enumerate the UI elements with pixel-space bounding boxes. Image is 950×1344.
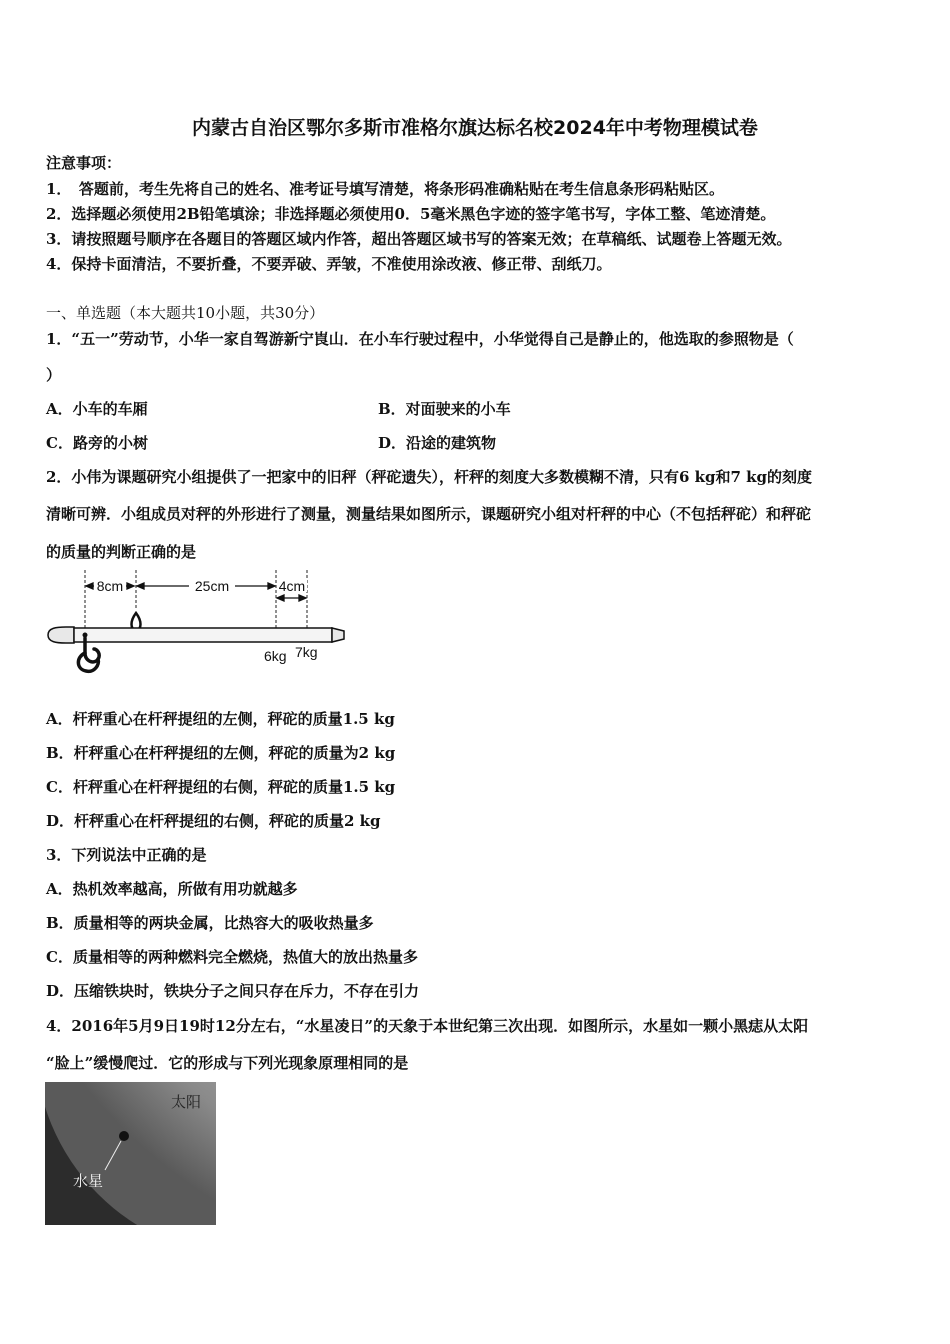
dim-label-8cm: 8cm	[96, 578, 124, 594]
q2-option-d: D．杆秤重心在杆秤提纽的右侧，秤砣的质量2 kg	[46, 812, 381, 830]
q3-option-d: D．压缩铁块时，铁块分子之间只存在斥力，不存在引力	[46, 982, 420, 1000]
mercury-transit-photo	[45, 1082, 216, 1225]
sun-label: 太阳	[171, 1094, 202, 1111]
q3-option-b: B．质量相等的两块金属，比热容大的吸收热量多	[46, 914, 374, 932]
mercury-dot	[119, 1131, 129, 1141]
q2-stem-line2: 清晰可辨．小组成员对秤的外形进行了测量，测量结果如图所示，课题研究小组对杆秤的中心（不包括秤砣）和秤砣	[46, 505, 812, 523]
q1-option-d: D．沿途的建筑物	[378, 434, 497, 452]
q3-stem: 3．下列说法中正确的是	[46, 846, 207, 864]
notice-item-3: 3．请按照题号顺序在各题目的答题区域内作答，超出答题区域书写的答案无效；在草稿纸、试题卷上答题无效。	[46, 230, 792, 248]
q2-stem-line3: 的质量的判断正确的是	[46, 543, 197, 561]
steelyard-beam	[48, 627, 74, 643]
q3-option-a: A．热机效率越高，所做有用功就越多	[46, 880, 298, 898]
q1-option-c: C．路旁的小树	[46, 434, 148, 452]
dim-label-4cm: 4cm	[278, 578, 306, 594]
section-heading: 一、单选题（本大题共10小题，共30分）	[46, 304, 325, 322]
page-title: 内蒙古自治区鄂尔多斯市准格尔旗达标名校2024年中考物理模试卷	[192, 117, 758, 139]
q4-stem-line1: 4．2016年5月9日19时12分左右，“水星凌日”的天象于本世纪第三次出现．如图所示，水星如一颗小黑痣从太阳	[46, 1017, 809, 1035]
mercury-label: 水星	[73, 1173, 104, 1190]
scale-label-7kg: 7kg	[295, 644, 318, 660]
notice-item-1: 1． 答题前，考生先将自己的姓名、准考证号填写清楚，将条形码准确粘贴在考生信息条形码粘贴区。	[46, 180, 724, 198]
q1-option-a: A．小车的车厢	[46, 400, 148, 418]
scale-label-6kg: 6kg	[264, 648, 287, 664]
q1-stem-line2: ）	[46, 366, 62, 384]
q4-stem-line2: “脸上”缓慢爬过．它的形成与下列光现象原理相同的是	[46, 1054, 409, 1072]
q3-option-c: C．质量相等的两种燃料完全燃烧，热值大的放出热量多	[46, 948, 418, 966]
q2-option-a: A．杆秤重心在杆秤提纽的左侧，秤砣的质量1.5 kg	[46, 710, 395, 728]
q1-option-b: B．对面驶来的小车	[378, 400, 511, 418]
q2-stem-line1: 2．小伟为课题研究小组提供了一把家中的旧秤（秤砣遗失），杆秤的刻度大多数模糊不清，只有6 kg和7 kg的刻度	[46, 468, 813, 486]
dim-label-25cm: 25cm	[194, 578, 230, 594]
steelyard-diagram	[44, 565, 354, 685]
notice-item-4: 4．保持卡面清洁，不要折叠，不要弄破、弄皱，不准使用涂改液、修正带、刮纸刀。	[46, 255, 612, 273]
q2-option-c: C．杆秤重心在杆秤提纽的右侧，秤砣的质量1.5 kg	[46, 778, 396, 796]
q1-stem-line1: 1．“五一”劳动节，小华一家自驾游新宁崀山．在小车行驶过程中，小华觉得自己是静止的，他选取的参照物是（	[46, 330, 794, 348]
notice-item-2: 2．选择题必须使用2B铅笔填涂；非选择题必须使用0．5毫米黑色字迹的签字笔书写，字体工整、笔迹清楚。	[46, 205, 776, 223]
notice-heading: 注意事项：	[46, 154, 122, 172]
q2-option-b: B．杆秤重心在杆秤提纽的左侧，秤砣的质量为2 kg	[46, 744, 396, 762]
